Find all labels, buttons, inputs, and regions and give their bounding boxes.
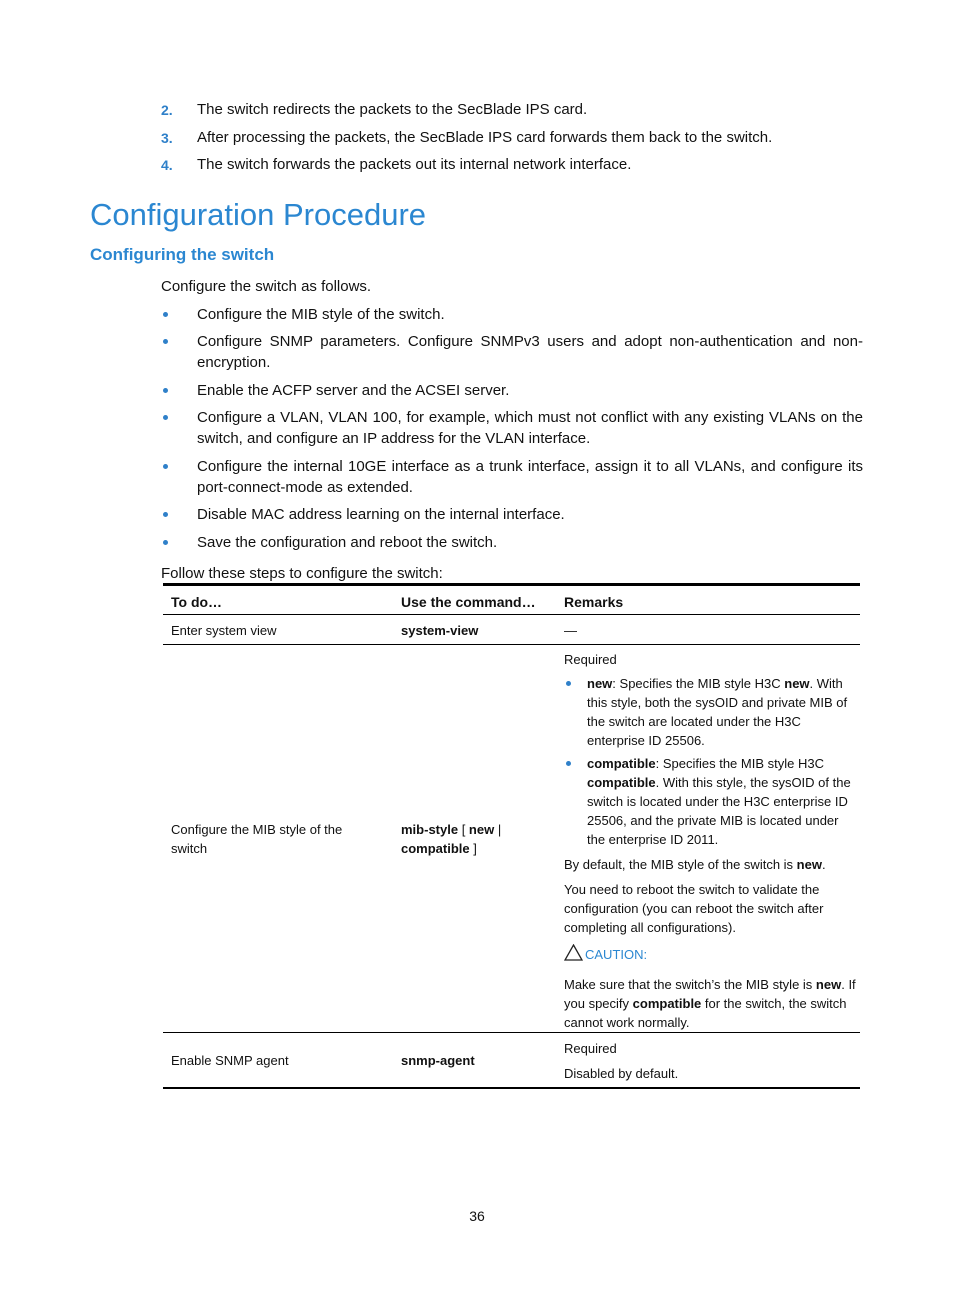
row3-command: snmp-agent	[401, 1053, 475, 1068]
list-item	[161, 380, 863, 401]
col-header-command: Use the command…	[401, 594, 536, 610]
table-intro: Follow these steps to configure the switch:	[161, 565, 443, 582]
remark-bullet-new	[564, 674, 854, 750]
bullet-icon	[163, 512, 168, 517]
row2-todo: Configure the MIB style of the switch	[171, 822, 343, 856]
remark-text: . If you specify	[564, 977, 856, 1011]
keyword: compatible	[632, 996, 702, 1011]
step-text: The switch redirects the packets to the SecBlade IPS card.	[197, 101, 588, 118]
header-divider	[163, 614, 860, 615]
section-heading: Configuration Procedure	[90, 197, 427, 232]
row2-command	[401, 820, 521, 858]
step-number: 2.	[161, 102, 173, 118]
bullet-icon	[566, 761, 571, 766]
row-divider	[163, 644, 860, 645]
row1-command: system-view	[401, 623, 479, 638]
remark-text: Make sure that the switch’s the MIB style is	[564, 977, 816, 992]
bullet-icon	[163, 415, 168, 420]
bullet-icon	[163, 464, 168, 469]
col-header-remarks: Remarks	[564, 594, 624, 610]
command-keyword: new	[468, 822, 495, 837]
bullet-icon	[163, 339, 168, 344]
keyword: new	[784, 676, 810, 691]
step-text: After processing the packets, the SecBlade IPS card forwards them back to the switch.	[197, 129, 773, 146]
row-divider	[163, 1032, 860, 1033]
list-item-text: Disable MAC address learning on the internal interface.	[197, 506, 565, 523]
row2-default	[564, 855, 856, 874]
keyword: new	[587, 676, 613, 691]
list-item-text: Configure a VLAN, VLAN 100, for example, which must not conflict with any existing VLANs on the switch, and configure an IP address for the VLAN interface.	[197, 409, 863, 447]
row2-reboot-note: You need to reboot the switch to validate the configuration (you can reboot the switch after completing all configurations).	[564, 882, 824, 935]
table-top-rule	[163, 583, 860, 586]
command-keyword: mib-style	[401, 822, 459, 837]
list-item-text: Configure the internal 10GE interface as a trunk interface, assign it to all VLANs, and configure its port-connect-mode as extended.	[197, 458, 863, 496]
bullet-icon	[566, 681, 571, 686]
remark-text: . With this style, both the sysOID and private MIB of the switch are located under the H3C enterprise ID 25506.	[587, 676, 848, 748]
keyword: new	[796, 857, 822, 872]
remark-bullet-compatible	[564, 754, 854, 849]
list-item	[161, 504, 863, 525]
remark-text: . With this style, the sysOID of the switch is located under the H3C enterprise ID 25506, and the private MIB is located under the enterprise ID 2011.	[587, 775, 851, 847]
col-header-todo: To do…	[171, 594, 223, 610]
row3-default: Disabled by default.	[564, 1066, 679, 1081]
list-item	[161, 532, 863, 553]
list-item	[161, 331, 863, 373]
row1-todo: Enter system view	[171, 623, 277, 638]
list-item-text: Save the configuration and reboot the switch.	[197, 534, 498, 551]
list-item-text: Configure SNMP parameters. Configure SNMPv3 users and adopt non-authentication and non-encryption.	[197, 333, 863, 371]
remark-text: for the switch, the switch cannot work normally.	[564, 996, 847, 1030]
subsection-heading: Configuring the switch	[90, 245, 275, 264]
warning-icon	[564, 944, 583, 961]
table-bottom-rule	[163, 1087, 860, 1089]
bullet-icon	[163, 312, 168, 317]
list-item-text: Configure the MIB style of the switch.	[197, 306, 445, 323]
list-item	[161, 407, 863, 449]
remark-bullet-text	[587, 754, 854, 849]
row3-required: Required	[564, 1041, 617, 1056]
remark-text: : Specifies the MIB style H3C	[612, 676, 785, 691]
command-syntax: |	[494, 822, 502, 837]
remark-bullet-text	[587, 674, 854, 750]
command-keyword: compatible	[401, 841, 470, 856]
keyword: compatible	[587, 775, 656, 790]
step-number: 4.	[161, 157, 173, 173]
keyword: new	[815, 977, 842, 992]
bullet-icon	[163, 540, 168, 545]
remark-text: By default, the MIB style of the switch is	[564, 857, 797, 872]
step-text: The switch forwards the packets out its internal network interface.	[197, 156, 632, 173]
step-number: 3.	[161, 130, 173, 146]
command-syntax: ]	[469, 841, 477, 856]
intro-text: Configure the switch as follows.	[161, 278, 372, 295]
row3-todo: Enable SNMP agent	[171, 1053, 289, 1068]
caution-text	[564, 975, 856, 1032]
row1-remarks: —	[564, 623, 577, 638]
list-item-text: Enable the ACFP server and the ACSEI server.	[197, 382, 510, 399]
row2-required: Required	[564, 652, 617, 667]
list-item	[161, 304, 863, 325]
list-item	[161, 456, 863, 498]
page-number: 36	[469, 1208, 485, 1224]
remark-text: : Specifies the MIB style H3C	[655, 756, 824, 771]
bullet-icon	[163, 388, 168, 393]
caution-title: CAUTION:	[585, 947, 648, 962]
command-syntax: [	[458, 822, 469, 837]
keyword: compatible	[587, 756, 656, 771]
remark-text: .	[821, 857, 826, 872]
caution-label	[564, 944, 647, 965]
